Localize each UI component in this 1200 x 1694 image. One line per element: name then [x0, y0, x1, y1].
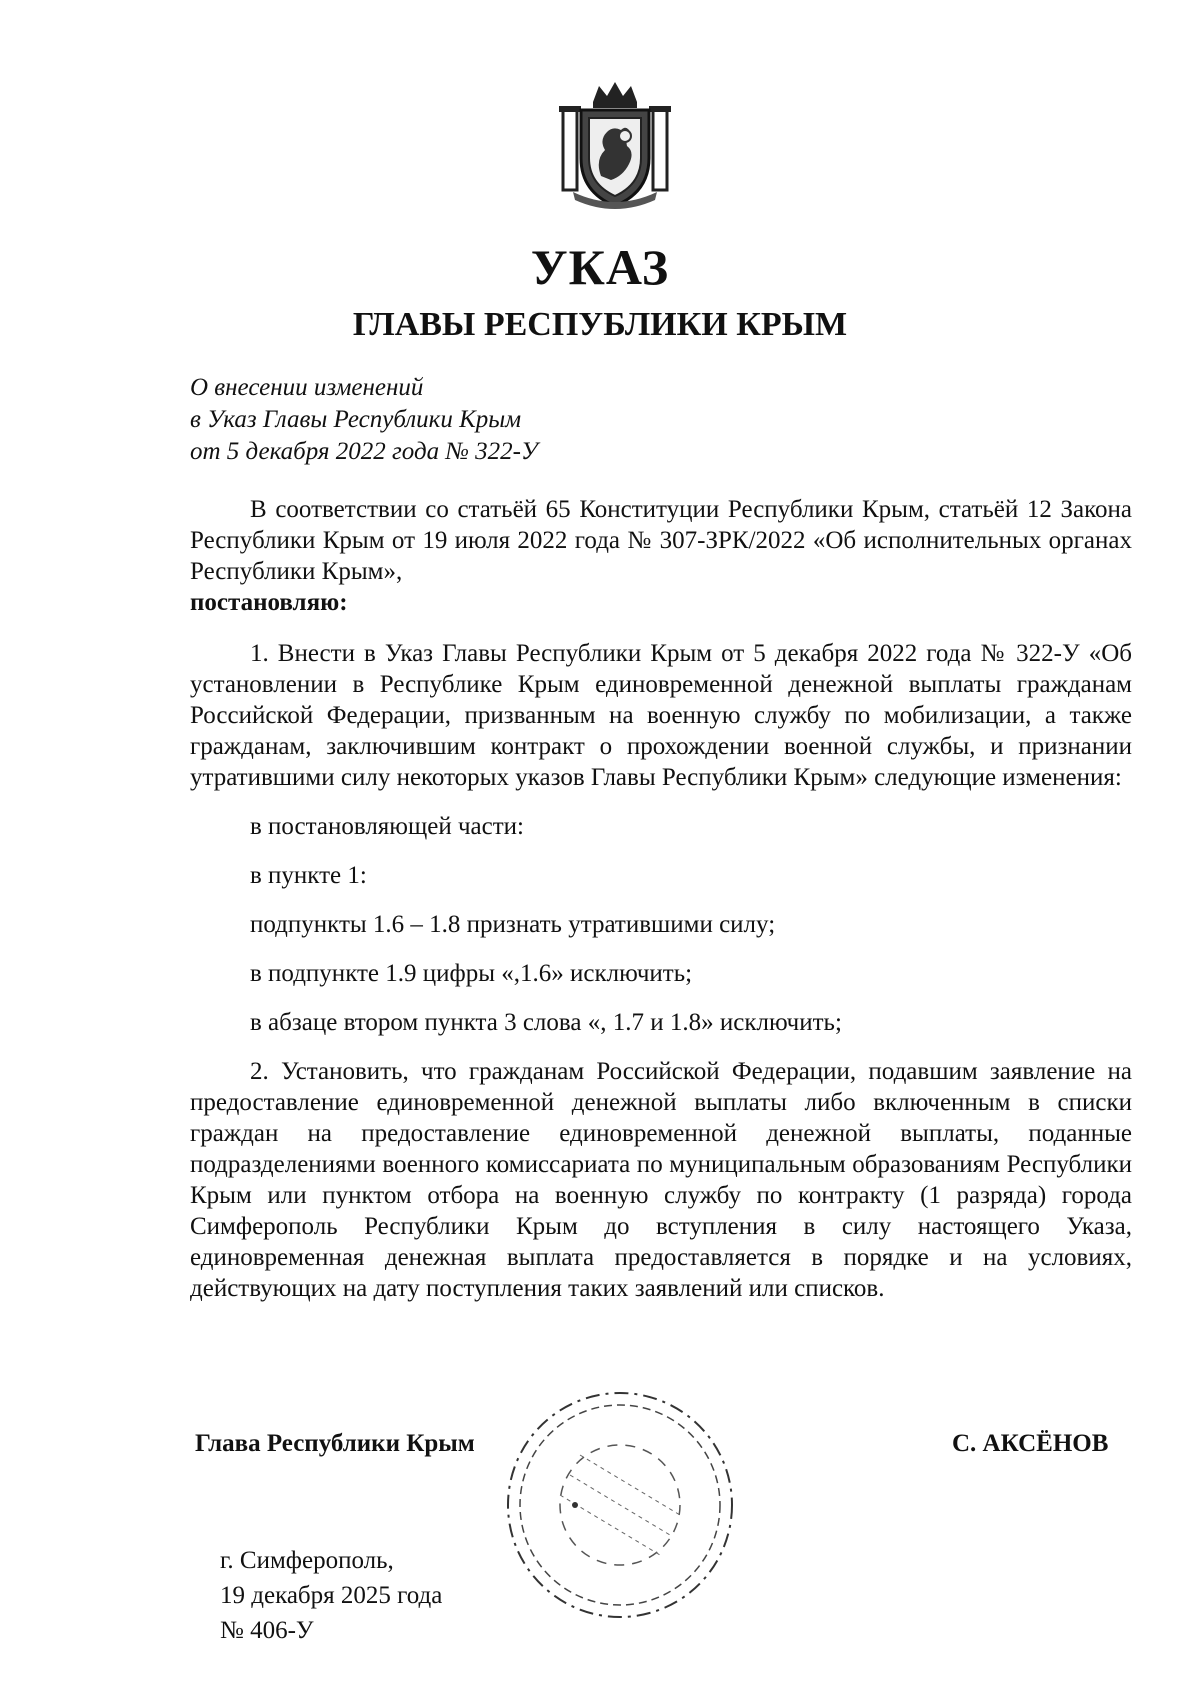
place-date-block — [220, 1543, 520, 1648]
clause-1-item: подпункты 1.6 – 1.8 признать утратившими силу; — [250, 911, 776, 938]
subject-line: О внесении изменений — [190, 374, 424, 401]
clause-1-item: в пункте 1: — [250, 862, 367, 889]
signatory-name: С. АКСЁНОВ — [952, 1430, 1109, 1457]
clause-1-paragraph: 1. Внести в Указ Главы Республики Крым от 5 декабря 2022 года № 322-У «Об установлении в Республике Крым единовременной денежной выплаты гражданам Российской Федерации, призванным на военную службу по мобилизации, а также гражданам, заключившим контракт о прохождении военной службы, и признании утратившими силу некоторых указов Главы Республики Крым» следующие изменения: — [190, 640, 1132, 791]
city: г. Симферополь, — [220, 1547, 394, 1574]
date: 19 декабря 2025 года — [220, 1582, 443, 1609]
clause-1-item: в абзаце втором пункта 3 слова «, 1.7 и 1.8» исключить; — [250, 1009, 842, 1036]
subject-line: от 5 декабря 2022 года № 322-У — [190, 438, 538, 465]
subject-line: в Указ Главы Республики Крым — [190, 406, 522, 433]
clause-2-paragraph: 2. Установить, что гражданам Российской Федерации, подавшим заявление на предоставление единовременной денежной выплаты либо включенным в списки граждан на предоставление единовременной денежной выплаты, поданные подразделениями военного комиссариата по муниципальным образованиям Республики Крым или пунктом отбора на военную службу по контракту (1 разряда) города Симферополь Республики Крым до вступления в силу настоящего Указа, единовременная денежная выплата предоставляется в порядке и на условиях, действующих на дату поступления таких заявлений или списков. — [190, 1058, 1132, 1302]
decree-word: постановляю: — [190, 589, 348, 616]
signatory-title: Глава Республики Крым — [195, 1430, 475, 1457]
document-subtitle: ГЛАВЫ РЕСПУБЛИКИ КРЫМ — [352, 306, 848, 343]
decree-number: № 406-У — [220, 1617, 314, 1644]
document-body — [190, 494, 1132, 1304]
preamble-paragraph: В соответствии со статьёй 65 Конституции Республики Крым, статьёй 12 Закона Республики Крым от 19 июля 2022 года № 307-ЗРК/2022 «Об исполнительных органах Республики Крым», — [190, 496, 1132, 585]
clause-1-item: в подпункте 1.9 цифры «,1.6» исключить; — [250, 960, 693, 987]
crimea-coat-of-arms-icon — [555, 80, 675, 210]
clause-1-item: в постановляющей части: — [250, 813, 524, 840]
document-subject — [190, 372, 890, 468]
official-seal-icon — [500, 1385, 740, 1625]
document-title: УКАЗ — [530, 239, 670, 295]
